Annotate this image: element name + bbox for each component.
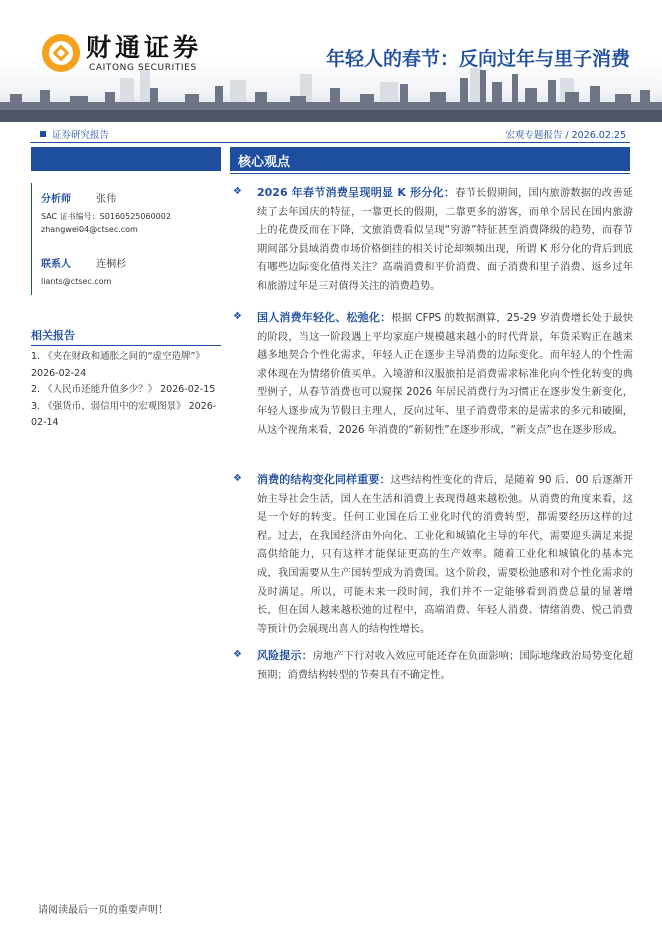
core-bullet: [233, 184, 633, 297]
core-bullet-body: 春节长假期间，国内旅游数据的改善延续了去年国庆的特征，一靠更长的假期，二靠更多的游客，而单个居民在国内旅游上的花费反而在下降，文旅消费看似呈现“穷游”特征甚至消费降级的趋势，而春节期间部分县域消费市场价格倒挂的相关讨论却频频出现，所谓 K 形分化的背后到底有哪些边际变化值得关注？高端消费和平价消费、面子消费和里子消费、返乡过年和旅游过年是三对值得关注的消费趋势。: [257, 188, 633, 292]
report-kind-label: 证券研究报告: [52, 130, 110, 141]
header-divider: [30, 142, 630, 143]
page-header: [0, 0, 662, 125]
related-reports-divider: [31, 345, 221, 346]
contact-email: liants@ctsec.com: [41, 277, 112, 286]
diamond-bullet-icon: ❖: [233, 649, 242, 660]
analyst-role: 分析师: [41, 194, 71, 205]
core-bullet: [233, 647, 633, 685]
core-views-title: 核心观点: [238, 155, 291, 170]
core-bullet-text: [257, 184, 633, 297]
contact-name: 连桐杉: [96, 259, 127, 270]
diamond-bullet-icon: ❖: [233, 311, 242, 322]
core-bullet-lead: 风险提示：: [257, 649, 313, 662]
diamond-bullet-icon: ❖: [233, 186, 242, 197]
core-views-header: [230, 147, 630, 171]
core-bullet-text: [257, 471, 633, 639]
core-bullet-text: [257, 309, 633, 440]
analyst-email: zhangwei04@ctsec.com: [41, 225, 138, 234]
disclaimer-footer: 请阅读最后一页的重要声明！: [38, 905, 168, 916]
left-column-bar: [31, 147, 221, 171]
brand-name-cn: 财通证券: [86, 33, 203, 62]
report-type-date: 宏观专题报告 / 2026.02.25: [505, 130, 626, 141]
diamond-bullet-icon: ❖: [233, 473, 242, 484]
related-report-item[interactable]: 3. 《强货币、弱信用中的宏观图景》 2026-02-14: [31, 400, 217, 428]
core-bullet: [233, 309, 633, 440]
analyst-sac-number: SAC 证书编号：S0160525060002: [41, 212, 171, 221]
caitong-logo-icon: [40, 32, 82, 74]
related-report-item[interactable]: 2. 《人民币还能升值多少？》 2026-02-15: [31, 384, 216, 395]
core-bullet-lead: 国人消费年轻化、松弛化：: [257, 311, 392, 324]
core-bullet-lead: 消费的结构变化同样重要：: [257, 473, 391, 486]
report-kind: [40, 127, 109, 141]
related-reports-list: [31, 349, 223, 432]
core-bullet-text: [257, 647, 633, 685]
square-bullet-icon: [40, 131, 46, 137]
related-report-item[interactable]: 1. 《夹在财政和通胀之间的“虚空造牌”》 2026-02-24: [31, 351, 205, 379]
core-bullet-body: 根据 CFPS 的数据测算，25-29 岁消费增长处于最快的阶段，当这一阶段遇上平均家庭户规模越来越小的时代背景，年货采购正在越来越多地契合个性化需求，年轻人正在逐步主导消费的边际变化。而年轻人的个性需求体现在为情绪价值买单。入境游和汉服旅拍是消费需求标准化向个性化转变的典型例子，从春节消费也可以窥探 2026 年居民消费行为习惯正在逐步发生新变化，年轻人逐步成为节假日主理人，反向过年、里子消费带来的是需求的多元和破圈，从这个视角来看，2026 年消费的“新韧性”在逐步形成，“新支点”也在逐步形成。: [257, 313, 634, 436]
core-bullet-body: 这些结构性变化的背后，是随着 90 后、00 后逐渐开始主导社会生活，国人在生活和消费上表现得越来越松弛。从消费的角度来看，这是一个好的转变。任何工业国在后工业化时代的消费转型，都需要经历这样的过程。过去，在我国经济由外向化、工业化和城镇化主导的年代，需要迎头满足来提高供给能力，只有这样才能保证更高的生产效率。随着工业化和城镇化的基本完成，我国需要从生产国转型成为消费国。这个阶段，需要松弛感和对个性化需求的及时满足。所以，可能未来一段时间，我们并不一定能够看到消费总量的显著增长，但在国人越来越松弛的过程中，高端消费、年轻人消费、情绪消费、悦己消费等预计仍会展现出喜人的结构性增长。: [257, 475, 634, 635]
brand-name-en: CAITONG SECURITIES: [89, 63, 197, 73]
core-bullet-body: 房地产下行对收入效应可能还存在负面影响；国际地缘政治局势变化超预期；消费结构转型的节奏具有不确定性。: [257, 651, 634, 681]
analyst-info: [31, 183, 221, 295]
analyst-name: 张伟: [96, 194, 117, 205]
document-title: 年轻人的春节：反向过年与里子消费: [325, 48, 630, 70]
contact-role: 联系人: [41, 259, 71, 270]
related-reports-title: 相关报告: [31, 329, 75, 342]
core-bullet-lead: 2026 年春节消费呈现明显 K 形分化：: [257, 186, 456, 199]
core-bullet: [233, 471, 633, 639]
core-views-divider: [230, 173, 630, 174]
